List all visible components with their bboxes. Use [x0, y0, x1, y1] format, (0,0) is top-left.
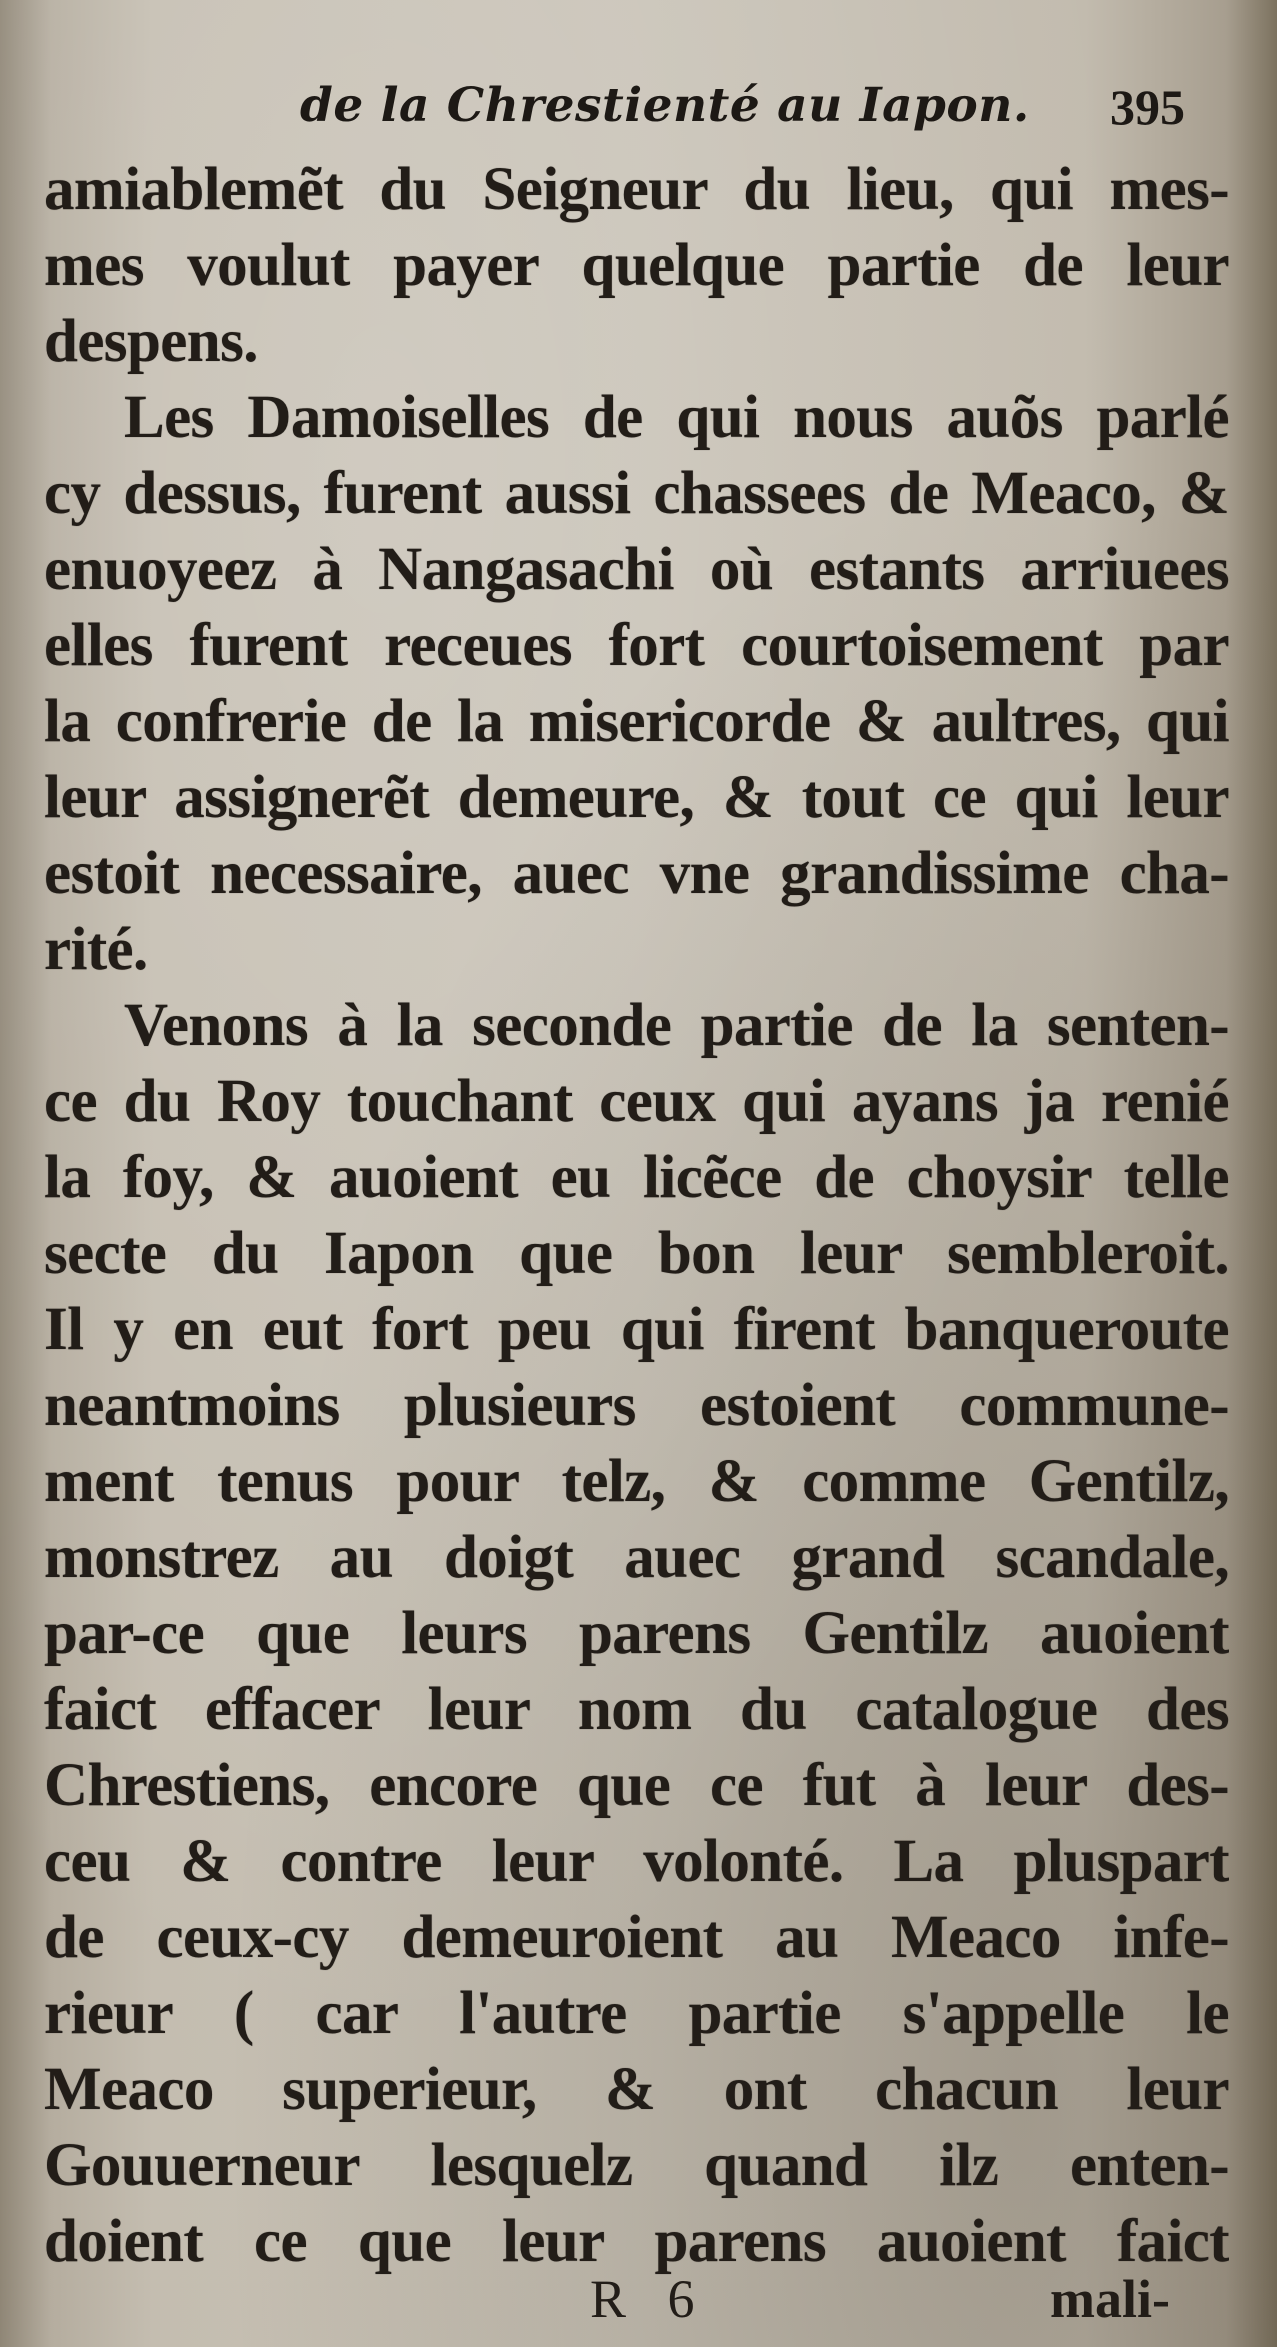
text-line: la confrerie de la misericorde & aultres, qui [44, 688, 1229, 755]
text-line: Meaco superieur, & ont chacun leur [44, 2056, 1229, 2123]
text-line: ment tenus pour telz, & comme Gentilz, [44, 1448, 1229, 1515]
running-title: de la Chrestienté au Iapon. [300, 78, 1030, 133]
text-line: Il y en eut fort peu qui firent banqueroute [44, 1296, 1229, 1363]
text-line: cy dessus, furent aussi chassees de Meaco, & [44, 460, 1229, 527]
text-line: neantmoins plusieurs estoient commune- [44, 1372, 1229, 1439]
text-line: la foy, & auoient eu licẽce de choysir telle [44, 1144, 1229, 1211]
text-line: secte du Iapon que bon leur sembleroit. [44, 1220, 1229, 1287]
text-line: mes voulut payer quelque partie de leur [44, 232, 1229, 299]
text-line: ceu & contre leur volonté. La pluspart [44, 1828, 1229, 1895]
text-line: ce du Roy touchant ceux qui ayans ja renié [44, 1068, 1229, 1135]
text-line: doient ce que leur parens auoient faict [44, 2208, 1229, 2275]
text-line: rieur ( car l'autre partie s'appelle le [44, 1980, 1229, 2047]
text-line: de ceux-cy demeuroient au Meaco infe- [44, 1904, 1229, 1971]
text-line: Chrestiens, encore que ce fut à leur des- [44, 1752, 1229, 1819]
body-text [44, 152, 1229, 2280]
text-line: rité. [44, 916, 148, 983]
text-line: faict effacer leur nom du catalogue des [44, 1676, 1229, 1743]
text-line: estoit necessaire, auec vne grandissime cha- [44, 840, 1229, 907]
text-line: enuoyeez à Nangasachi où estants arriuees [44, 536, 1229, 603]
page-footer [0, 2268, 1277, 2338]
text-line: leur assignerẽt demeure, & tout ce qui leur [44, 764, 1229, 831]
text-line: despens. [44, 308, 258, 375]
running-head [300, 62, 1240, 152]
text-line: par-ce que leurs parens Gentilz auoient [44, 1600, 1229, 1667]
signature-mark: R 6 [590, 2269, 709, 2329]
text-line: monstrez au doigt auec grand scandale, [44, 1524, 1229, 1591]
text-line: Les Damoiselles de qui nous auõs parlé [124, 384, 1229, 451]
text-line: Venons à la seconde partie de la senten- [124, 992, 1229, 1059]
text-line: Gouuerneur lesquelz quand ilz enten- [44, 2132, 1229, 2199]
text-line: elles furent receues fort courtoisement par [44, 612, 1229, 679]
text-line: amiablemẽt du Seigneur du lieu, qui mes- [44, 156, 1229, 223]
catchword: mali- [1050, 2269, 1170, 2329]
page-number: 395 [1110, 79, 1185, 135]
